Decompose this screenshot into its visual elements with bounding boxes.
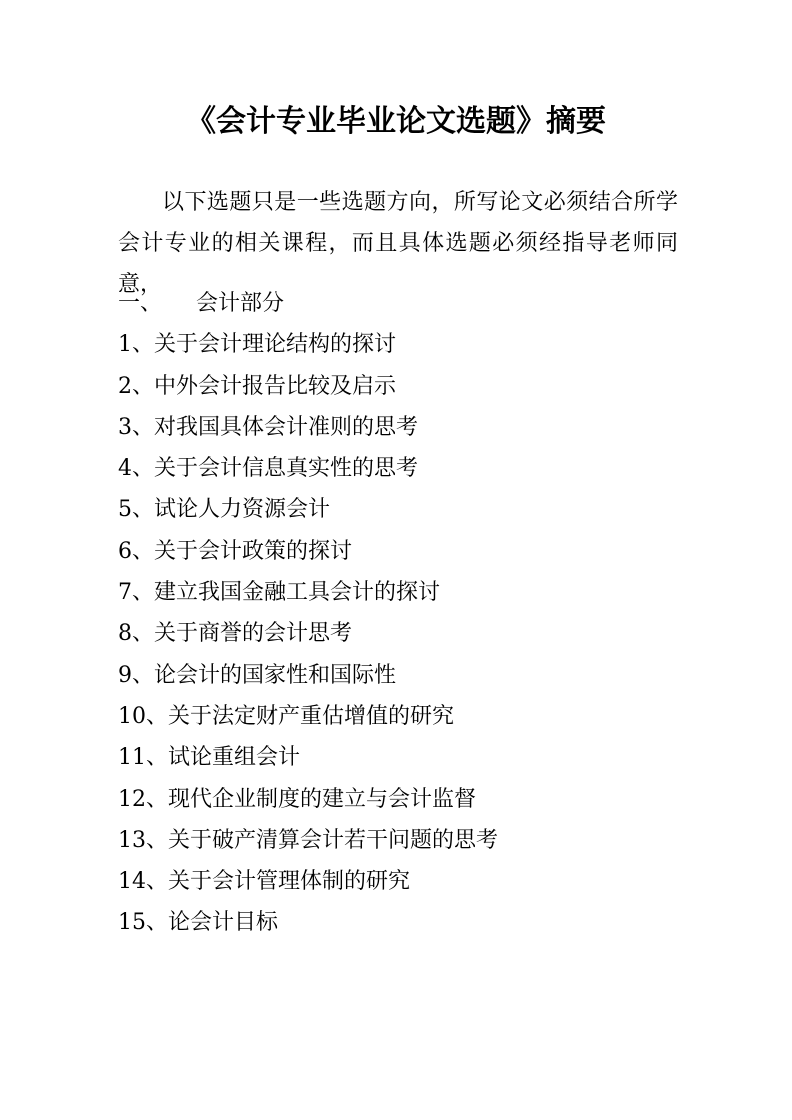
list-item: 14、关于会计管理体制的研究	[118, 869, 410, 895]
section-label: 会计部分	[196, 291, 285, 316]
list-item: 1、关于会计理论结构的探讨	[118, 332, 396, 358]
list-item: 12、现代企业制度的建立与会计监督	[118, 786, 476, 812]
list-item: 5、试论人力资源会计	[118, 497, 330, 523]
list-item: 9、论会计的国家性和国际性	[118, 662, 396, 688]
list-item: 8、关于商誉的会计思考	[118, 621, 352, 647]
list-item: 2、中外会计报告比较及启示	[118, 373, 396, 399]
list-item: 4、关于会计信息真实性的思考	[118, 456, 418, 482]
intro-paragraph: 以下选题只是一些选题方向，所写论文必须结合所学会计专业的相关课程，而且具体选题必须经指导老师同意，	[118, 190, 678, 297]
list-item: 6、关于会计政策的探讨	[118, 538, 352, 564]
list-item: 3、对我国具体会计准则的思考	[118, 414, 418, 440]
list-item: 7、建立我国金融工具会计的探讨	[118, 580, 440, 606]
list-item: 15、论会计目标	[118, 910, 278, 936]
section-number: 一、	[118, 291, 163, 316]
list-item: 11、试论重组会计	[118, 745, 300, 771]
list-item: 10、关于法定财产重估增值的研究	[118, 703, 454, 729]
topic-list	[118, 283, 698, 944]
section-heading	[118, 283, 698, 324]
document-title: 《会计专业毕业论文选题》摘要	[186, 104, 606, 139]
list-item: 13、关于破产清算会计若干问题的思考	[118, 827, 498, 853]
